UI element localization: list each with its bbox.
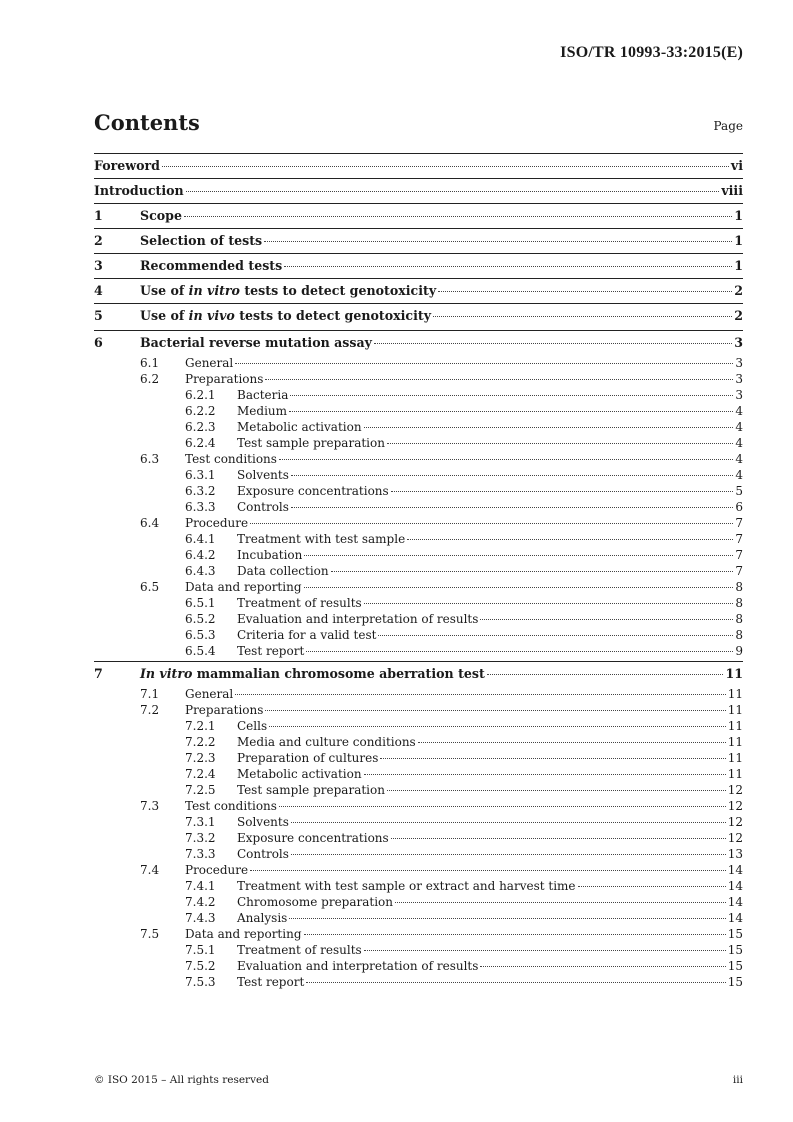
toc-entry-page: 2 (734, 283, 743, 298)
toc-entry-page: 1 (734, 233, 743, 248)
toc-entry-number: 7.5.3 (185, 975, 216, 989)
toc-entry[interactable] (94, 611, 743, 627)
toc-entry-title: Recommended tests (140, 258, 283, 273)
toc-entry-title: Foreword (94, 158, 160, 173)
toc-entry[interactable] (94, 830, 743, 846)
toc-entry-title: Analysis (237, 911, 288, 925)
toc-entry-title: Preparation of cultures (237, 751, 379, 765)
toc-entry-page: 7 (735, 564, 743, 578)
toc-entry-number: 6.2.2 (185, 404, 216, 418)
toc-entry-number: 7.5 (140, 927, 160, 941)
toc-entry-number: 7.3.2 (185, 831, 216, 845)
toc-entry-number: 1 (94, 208, 103, 223)
dot-leader (487, 674, 724, 675)
page-column-label: Page (713, 119, 743, 133)
dot-leader (235, 363, 733, 364)
toc-entry-title: Data collection (237, 564, 329, 578)
toc-entry-number: 6.2.1 (185, 388, 216, 402)
toc-entry[interactable] (94, 278, 743, 303)
toc-entry[interactable] (94, 387, 743, 403)
toc-entry-page: 11 (727, 687, 743, 701)
toc-entry-number: 5 (94, 308, 103, 323)
toc-entry-title: Cells (237, 719, 268, 733)
toc-entry[interactable] (94, 958, 743, 974)
toc-entry-title: Selection of tests (140, 233, 263, 248)
dot-leader (250, 870, 726, 871)
toc-entry-number: 7.4 (140, 863, 160, 877)
toc-entry-page: 7 (735, 548, 743, 562)
dot-leader (578, 886, 726, 887)
toc-entry-page: 15 (727, 943, 743, 957)
toc-entry-number: 2 (94, 233, 103, 248)
dot-leader (438, 291, 732, 292)
toc-entry-page: 6 (735, 500, 743, 514)
toc-entry-number: 7.1 (140, 687, 160, 701)
toc-entry[interactable] (94, 515, 743, 531)
dot-leader (391, 838, 726, 839)
toc-entry-page: 2 (734, 308, 743, 323)
dot-leader (289, 918, 725, 919)
toc-entry-page: 12 (727, 783, 743, 797)
dot-leader (387, 443, 733, 444)
toc-entry[interactable] (94, 750, 743, 766)
toc-entry[interactable] (94, 643, 743, 659)
dot-leader (374, 343, 732, 344)
toc-entry-number: 6.2.4 (185, 436, 216, 450)
toc-entry[interactable] (94, 910, 743, 926)
toc-entry-page: 1 (734, 258, 743, 273)
toc-entry-number: 6.5.3 (185, 628, 216, 642)
dot-leader (391, 491, 734, 492)
toc-entry-title: Scope (140, 208, 182, 223)
dot-leader (291, 475, 733, 476)
toc-entry[interactable] (94, 926, 743, 942)
toc-entry-title: Evaluation and interpretation of results (237, 612, 479, 626)
toc-entry-number: 6.4.2 (185, 548, 216, 562)
toc-entry-page: 14 (727, 911, 743, 925)
toc-entry-page: viii (721, 183, 743, 198)
toc-entry-number: 6 (94, 335, 103, 350)
toc-entry-page: 3 (735, 356, 743, 370)
dot-leader (269, 726, 726, 727)
dot-leader (291, 507, 733, 508)
dot-leader (289, 411, 733, 412)
toc-entry-number: 7.2.4 (185, 767, 216, 781)
toc-entry[interactable] (94, 563, 743, 579)
toc-entry-page: 15 (727, 975, 743, 989)
toc-entry-page: 9 (735, 644, 743, 658)
page-number: iii (732, 1074, 743, 1086)
toc-entry[interactable] (94, 228, 743, 253)
toc-entry-number: 3 (94, 258, 103, 273)
toc-entry-page: 11 (727, 735, 743, 749)
toc-entry-page: 12 (727, 799, 743, 813)
dot-leader (304, 587, 734, 588)
dot-leader (162, 166, 729, 167)
dot-leader (304, 555, 733, 556)
copyright-notice: © ISO 2015 – All rights reserved (94, 1074, 269, 1086)
toc-entry-title: Exposure concentrations (237, 831, 389, 845)
toc-entry[interactable] (94, 467, 743, 483)
toc-entry[interactable] (94, 419, 743, 435)
toc-entry-page: 14 (727, 895, 743, 909)
toc-entry[interactable] (94, 435, 743, 451)
toc-entry-number: 6.5.2 (185, 612, 216, 626)
toc-entry-number: 7.2.3 (185, 751, 216, 765)
toc-entry-number: 6.2.3 (185, 420, 216, 434)
toc-entry-title: Procedure (185, 516, 249, 530)
toc-entry-number: 6.4.1 (185, 532, 216, 546)
dot-leader (284, 266, 732, 267)
toc-entry-page: 4 (735, 420, 743, 434)
dot-leader (291, 854, 726, 855)
toc-entry-title: Test conditions (185, 452, 277, 466)
dot-leader (279, 806, 726, 807)
toc-entry-title: Data and reporting (185, 927, 302, 941)
toc-entry[interactable] (94, 798, 743, 814)
toc-entry[interactable] (94, 178, 743, 203)
toc-entry-number: 7.2 (140, 703, 160, 717)
toc-entry-page: 11 (727, 767, 743, 781)
toc-entry-title: Criteria for a valid test (237, 628, 377, 642)
toc-entry-number: 7.4.2 (185, 895, 216, 909)
toc-entry-title: Bacteria (237, 388, 289, 402)
toc-entry-number: 6.5.1 (185, 596, 216, 610)
toc-entry-title: Bacterial reverse mutation assay (140, 335, 372, 350)
toc-entry-page: 1 (734, 208, 743, 223)
toc-entry[interactable] (94, 499, 743, 515)
dot-leader (380, 758, 725, 759)
toc-entry[interactable] (94, 862, 743, 878)
dot-leader (433, 316, 732, 317)
toc-entry-title: Preparations (185, 372, 264, 386)
toc-entry[interactable] (94, 153, 743, 178)
toc-entry[interactable] (94, 579, 743, 595)
toc-entry-title: Test sample preparation (237, 783, 385, 797)
toc-entry-page: 8 (735, 596, 743, 610)
dot-leader (364, 950, 726, 951)
dot-leader (186, 191, 720, 192)
toc-entry-number: 6.4.3 (185, 564, 216, 578)
dot-leader (418, 742, 726, 743)
toc-entry[interactable] (94, 686, 743, 702)
dot-leader (235, 694, 725, 695)
toc-entry-page: 12 (727, 831, 743, 845)
toc-entry[interactable] (94, 718, 743, 734)
dot-leader (480, 966, 725, 967)
toc-entry[interactable] (94, 355, 743, 371)
toc-entry-title: Media and culture conditions (237, 735, 416, 749)
toc-entry[interactable] (94, 814, 743, 830)
dot-leader (304, 934, 726, 935)
toc-entry-title: Controls (237, 847, 289, 861)
toc-entry-number: 7.3 (140, 799, 160, 813)
toc-entry-title: Data and reporting (185, 580, 302, 594)
toc-entry-number: 6.3 (140, 452, 160, 466)
toc-entry-number: 7.2.5 (185, 783, 216, 797)
toc-entry-number: 7 (94, 666, 103, 681)
toc-entry-title: Controls (237, 500, 289, 514)
dot-leader (306, 982, 725, 983)
toc-entry-title: Preparations (185, 703, 264, 717)
dot-leader (378, 635, 733, 636)
toc-entry-number: 7.3.3 (185, 847, 216, 861)
dot-leader (265, 710, 725, 711)
toc-entry[interactable] (94, 734, 743, 750)
contents-header (94, 110, 743, 135)
dot-leader (364, 603, 734, 604)
dot-leader (306, 651, 733, 652)
toc-entry-number: 7.2.2 (185, 735, 216, 749)
toc-entry-title: In vitro mammalian chromosome aberration test (140, 666, 485, 681)
toc-entry-title: Test report (237, 975, 305, 989)
toc-entry[interactable] (94, 531, 743, 547)
toc-entry-page: 11 (727, 703, 743, 717)
toc-entry-title: Treatment of results (237, 943, 362, 957)
toc-entry-page: 11 (727, 719, 743, 733)
toc-entry[interactable] (94, 846, 743, 862)
toc-entry[interactable] (94, 878, 743, 894)
toc-entry-title: Treatment with test sample (237, 532, 406, 546)
toc-entry-number: 6.3.2 (185, 484, 216, 498)
toc-entry[interactable] (94, 403, 743, 419)
dot-leader (184, 216, 732, 217)
dot-leader (364, 427, 734, 428)
toc-entry-page: 8 (735, 628, 743, 642)
toc-entry[interactable] (94, 371, 743, 387)
toc-entry-page: 13 (727, 847, 743, 861)
toc-entry-page: 14 (727, 879, 743, 893)
toc-entry[interactable] (94, 782, 743, 798)
toc-entry-page: 7 (735, 532, 743, 546)
toc-entry-title: Metabolic activation (237, 420, 362, 434)
toc-entry-number: 7.5.1 (185, 943, 216, 957)
toc-entry-page: 12 (727, 815, 743, 829)
toc-entry[interactable] (94, 702, 743, 718)
toc-entry-page: 5 (735, 484, 743, 498)
toc-entry-title: Test sample preparation (237, 436, 385, 450)
toc-entry-number: 4 (94, 283, 103, 298)
toc-entry-title: Medium (237, 404, 288, 418)
toc-entry-number: 6.5 (140, 580, 160, 594)
toc-entry[interactable] (94, 661, 743, 686)
toc-entry-page: 4 (735, 436, 743, 450)
dot-leader (250, 523, 733, 524)
toc-entry-number: 7.4.3 (185, 911, 216, 925)
dot-leader (279, 459, 733, 460)
toc-entry[interactable] (94, 451, 743, 467)
dot-leader (387, 790, 726, 791)
toc-entry-title: Test conditions (185, 799, 277, 813)
toc-entry-number: 6.5.4 (185, 644, 216, 658)
toc-entry-number: 7.3.1 (185, 815, 216, 829)
toc-entry-title: Incubation (237, 548, 303, 562)
toc-entry-page: 15 (727, 927, 743, 941)
dot-leader (290, 395, 733, 396)
toc-entry-title: Exposure concentrations (237, 484, 389, 498)
toc-entry[interactable] (94, 483, 743, 499)
toc-entry-title: Treatment of results (237, 596, 362, 610)
toc-entry-title: Treatment with test sample or extract and harvest time (237, 879, 576, 893)
toc-entry-number: 6.3.3 (185, 500, 216, 514)
toc-entry[interactable] (94, 974, 743, 990)
toc-entry-title: Solvents (237, 468, 289, 482)
dot-leader (331, 571, 734, 572)
toc-entry[interactable] (94, 595, 743, 611)
toc-entry-page: 8 (735, 580, 743, 594)
toc-entry-number: 7.5.2 (185, 959, 216, 973)
dot-leader (395, 902, 726, 903)
toc-entry-page: 14 (727, 863, 743, 877)
toc-entry-number: 7.2.1 (185, 719, 216, 733)
page-footer (94, 1074, 743, 1086)
toc-entry-page: 8 (735, 612, 743, 626)
dot-leader (264, 241, 732, 242)
toc-entry-page: 4 (735, 452, 743, 466)
toc-entry[interactable] (94, 627, 743, 643)
toc-entry-title: Introduction (94, 183, 184, 198)
toc-entry-title: Evaluation and interpretation of results (237, 959, 479, 973)
toc-entry-number: 6.4 (140, 516, 160, 530)
toc-entry-page: 4 (735, 404, 743, 418)
dot-leader (407, 539, 733, 540)
toc-entry-page: 11 (725, 666, 743, 681)
dot-leader (265, 379, 733, 380)
toc-entry-page: 4 (735, 468, 743, 482)
toc-entry[interactable] (94, 942, 743, 958)
toc-entry-title: General (185, 356, 234, 370)
table-of-contents (94, 153, 743, 990)
toc-entry-title: Test report (237, 644, 305, 658)
toc-entry-number: 6.2 (140, 372, 160, 386)
toc-entry-page: vi (730, 158, 743, 173)
toc-entry[interactable] (94, 203, 743, 228)
dot-leader (291, 822, 726, 823)
dot-leader (480, 619, 733, 620)
toc-entry-title: Solvents (237, 815, 289, 829)
toc-entry-number: 6.1 (140, 356, 160, 370)
toc-entry[interactable] (94, 330, 743, 355)
toc-entry[interactable] (94, 766, 743, 782)
toc-entry-title: Use of in vivo tests to detect genotoxicity (140, 308, 432, 323)
toc-entry-page: 7 (735, 516, 743, 530)
toc-entry-title: General (185, 687, 234, 701)
toc-entry[interactable] (94, 894, 743, 910)
toc-entry-page: 15 (727, 959, 743, 973)
toc-entry-title: Procedure (185, 863, 249, 877)
toc-entry[interactable] (94, 547, 743, 563)
toc-entry-title: Metabolic activation (237, 767, 362, 781)
toc-entry-page: 3 (734, 335, 743, 350)
toc-entry-title: Use of in vitro tests to detect genotoxicity (140, 283, 437, 298)
toc-entry-number: 6.3.1 (185, 468, 216, 482)
page-title: Contents (94, 110, 200, 135)
toc-entry-title: Chromosome preparation (237, 895, 394, 909)
toc-entry-page: 3 (735, 372, 743, 386)
toc-entry[interactable] (94, 303, 743, 328)
toc-entry-page: 3 (735, 388, 743, 402)
toc-entry-page: 11 (727, 751, 743, 765)
document-id: ISO/TR 10993-33:2015(E) (560, 44, 743, 61)
dot-leader (364, 774, 726, 775)
toc-entry[interactable] (94, 253, 743, 278)
toc-entry-number: 7.4.1 (185, 879, 216, 893)
